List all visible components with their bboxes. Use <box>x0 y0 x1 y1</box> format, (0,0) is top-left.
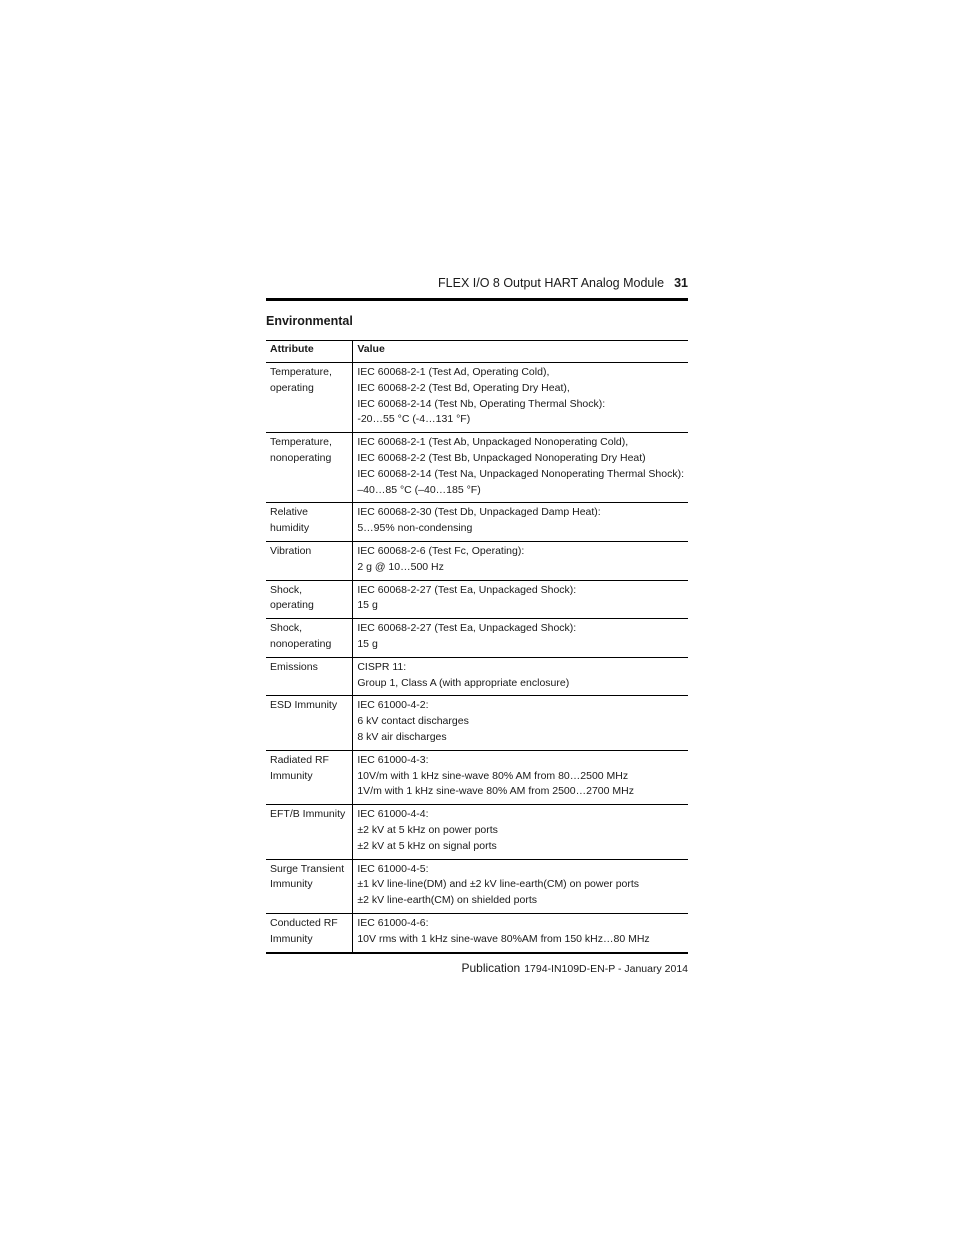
value-cell <box>353 859 688 913</box>
value-line: ±1 kV line-line(DM) and ±2 kV line-earth(CM) on power ports <box>357 878 640 891</box>
table-row <box>266 541 688 580</box>
table-row <box>266 580 688 619</box>
value-line: 5…95% non-condensing <box>357 522 473 535</box>
value-line: ±2 kV line-earth(CM) on shielded ports <box>357 894 538 907</box>
table-row <box>266 805 688 859</box>
value-line: IEC 60068-2-2 (Test Bb, Unpackaged Nonoperating Dry Heat) <box>357 451 646 464</box>
value-cell <box>353 805 688 859</box>
attribute-cell: Vibration <box>266 541 353 580</box>
value-line: IEC 60068-2-30 (Test Db, Unpackaged Damp Heat): <box>357 506 601 519</box>
value-line: 15 g <box>357 599 378 612</box>
value-line: ±2 kV at 5 kHz on power ports <box>357 823 498 836</box>
value-line: 8 kV air discharges <box>357 730 447 743</box>
table-row <box>266 696 688 750</box>
value-line: –40…85 °C (–40…185 °F) <box>357 483 481 496</box>
value-line: 10V/m with 1 kHz sine-wave 80% AM from 80…2500 MHz <box>357 769 629 782</box>
publication-id: 1794-IN109D-EN-P - January 2014 <box>524 963 688 975</box>
table-row <box>266 363 688 433</box>
value-line: IEC 60068-2-27 (Test Ea, Unpackaged Shock): <box>357 583 577 596</box>
page-number: 31 <box>674 276 688 290</box>
attribute-cell: Emissions <box>266 657 353 696</box>
value-cell <box>353 750 688 804</box>
value-cell <box>353 503 688 542</box>
value-line: ±2 kV at 5 kHz on signal ports <box>357 839 497 852</box>
attribute-cell: Surge Transient Immunity <box>266 859 353 913</box>
table-row <box>266 657 688 696</box>
value-line: 15 g <box>357 637 378 650</box>
table-header-row <box>266 341 688 363</box>
table-body <box>266 363 688 953</box>
value-line: IEC 60068-2-6 (Test Fc, Operating): <box>357 544 525 557</box>
footer-label: Publication <box>461 961 521 975</box>
value-line: 2 g @ 10…500 Hz <box>357 560 444 573</box>
value-cell <box>353 657 688 696</box>
attribute-cell: Radiated RF Immunity <box>266 750 353 804</box>
attribute-cell: Temperature, nonoperating <box>266 433 353 503</box>
value-line: IEC 60068-2-14 (Test Na, Unpackaged Nonoperating Thermal Shock): <box>357 467 684 480</box>
value-cell <box>353 619 688 658</box>
page-footer <box>266 961 688 975</box>
attribute-cell: Shock, nonoperating <box>266 619 353 658</box>
value-cell <box>353 541 688 580</box>
value-line: 1V/m with 1 kHz sine-wave 80% AM from 2500…2700 MHz <box>357 785 634 798</box>
value-cell <box>353 433 688 503</box>
section-title: Environmental <box>266 314 353 328</box>
table-row <box>266 859 688 913</box>
attribute-cell: ESD Immunity <box>266 696 353 750</box>
attribute-cell: Conducted RF Immunity <box>266 913 353 952</box>
value-line: -20…55 °C (-4…131 °F) <box>357 413 471 426</box>
value-line: IEC 61000-4-2: <box>357 699 429 712</box>
attribute-cell: EFT/B Immunity <box>266 805 353 859</box>
table-row <box>266 619 688 658</box>
table-row <box>266 750 688 804</box>
value-cell <box>353 696 688 750</box>
value-line: IEC 61000-4-3: <box>357 753 429 766</box>
value-line: IEC 60068-2-27 (Test Ea, Unpackaged Shock): <box>357 622 577 635</box>
page-header <box>266 276 688 294</box>
attribute-cell: Relative humidity <box>266 503 353 542</box>
value-line: Group 1, Class A (with appropriate enclosure) <box>357 676 570 689</box>
table-row <box>266 913 688 952</box>
header-value: Value <box>353 341 688 363</box>
value-line: IEC 60068-2-2 (Test Bd, Operating Dry Heat), <box>357 381 570 394</box>
value-line: 6 kV contact discharges <box>357 715 469 728</box>
value-line: IEC 61000-4-5: <box>357 862 429 875</box>
value-line: IEC 60068-2-1 (Test Ab, Unpackaged Nonoperating Cold), <box>357 436 629 449</box>
value-cell <box>353 580 688 619</box>
table-row <box>266 503 688 542</box>
value-line: 10V rms with 1 kHz sine-wave 80%AM from 150 kHz…80 MHz <box>357 932 650 945</box>
header-title: FLEX I/O 8 Output HART Analog Module <box>438 276 665 290</box>
value-line: CISPR 11: <box>357 660 407 673</box>
header-rule <box>266 298 688 301</box>
table-row <box>266 433 688 503</box>
header-attribute: Attribute <box>266 341 353 363</box>
value-line: IEC 61000-4-6: <box>357 916 429 929</box>
value-cell <box>353 913 688 952</box>
value-line: IEC 60068-2-14 (Test Nb, Operating Thermal Shock): <box>357 397 606 410</box>
value-line: IEC 61000-4-4: <box>357 808 429 821</box>
attribute-cell: Shock, operating <box>266 580 353 619</box>
environmental-spec-table <box>266 340 688 954</box>
attribute-cell: Temperature, operating <box>266 363 353 433</box>
value-line: IEC 60068-2-1 (Test Ad, Operating Cold), <box>357 366 550 378</box>
value-cell <box>353 363 688 433</box>
